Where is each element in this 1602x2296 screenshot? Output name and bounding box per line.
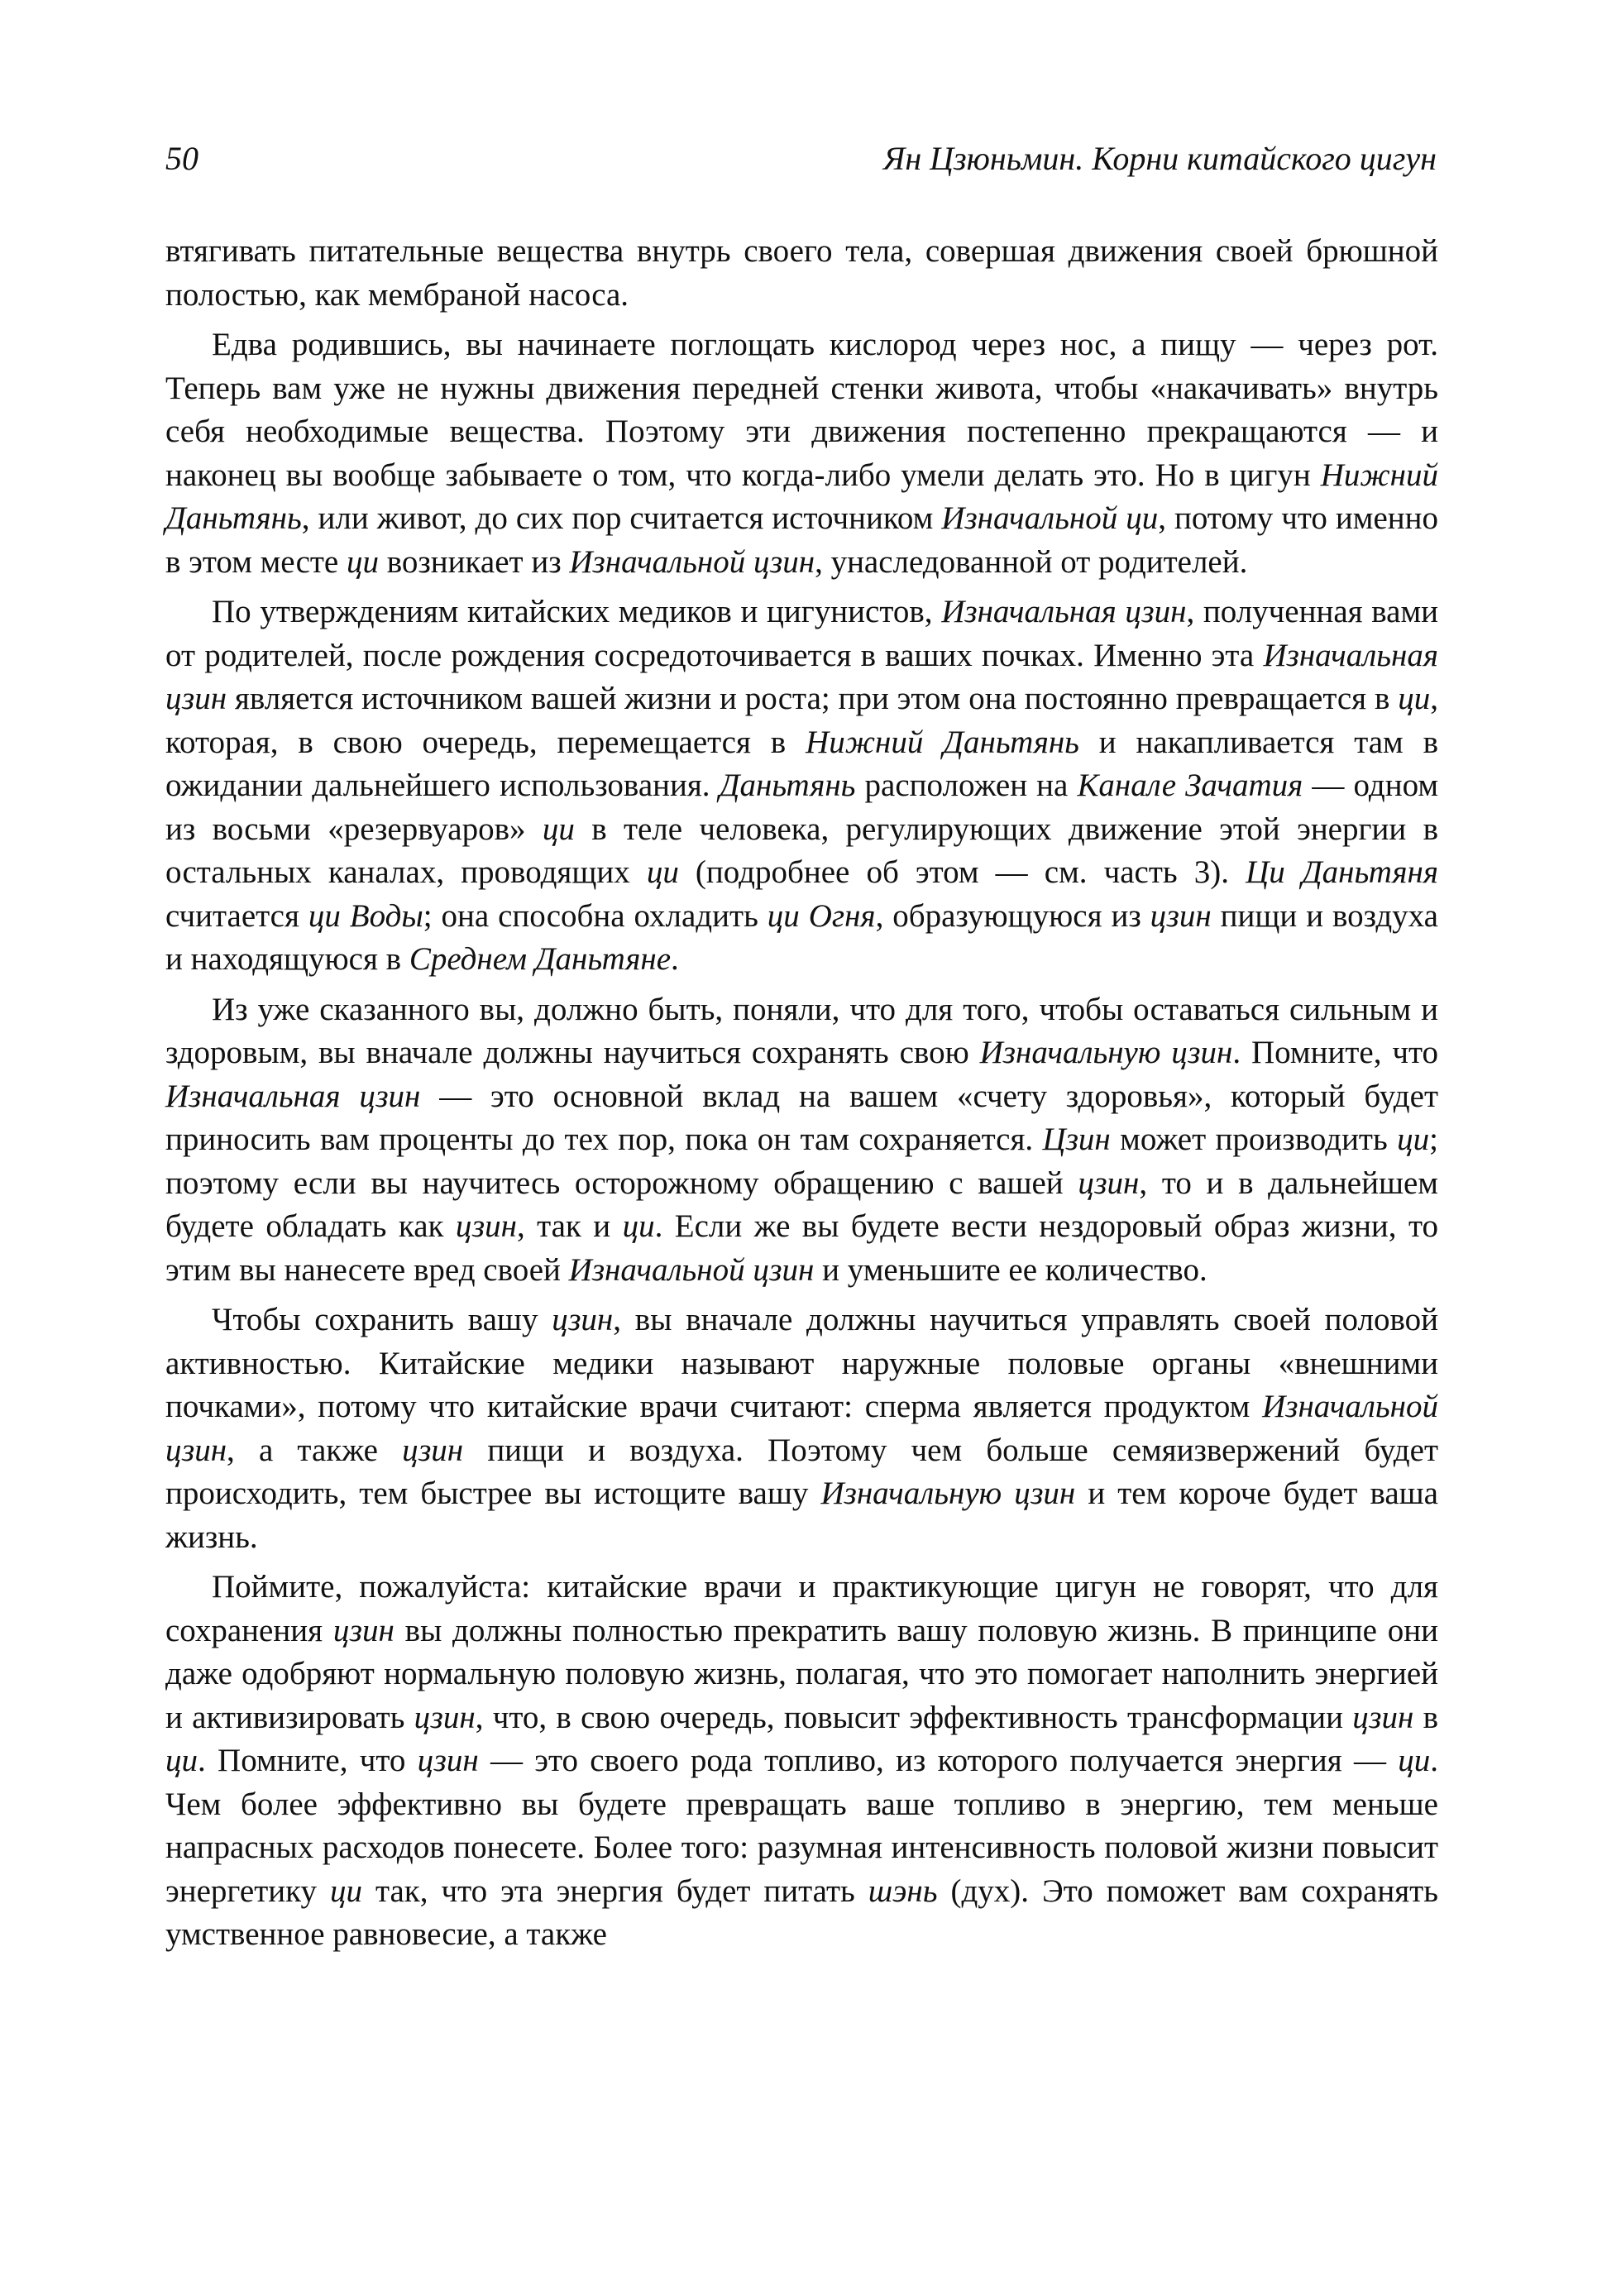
- text-run: (дух). Это поможет вам сохранять умственное равновесие, а также: [165, 1873, 1438, 1952]
- italic-term: цзин: [552, 1302, 614, 1337]
- text-run: является источником вашей жизни и роста; при этом она постоянно превращается в: [227, 681, 1399, 716]
- italic-term: Цзин: [1042, 1122, 1111, 1157]
- paragraph: [165, 1566, 1438, 1957]
- text-run: возникает из: [379, 543, 570, 580]
- italic-term: цзин: [1352, 1699, 1414, 1735]
- italic-term: Нижний Даньтянь: [806, 724, 1079, 760]
- paragraph: [165, 988, 1438, 1293]
- text-run: Из уже сказанного вы, должно быть, поняли, что для того, чтобы оставаться сильным и здоровым, вы вначале должны научиться сохранять свою: [165, 991, 1438, 1070]
- body-text: [165, 230, 1438, 1957]
- italic-term: ци: [1397, 1122, 1430, 1157]
- text-run: , так и: [516, 1208, 623, 1244]
- page-number: 50: [165, 140, 198, 177]
- text-run: . Если же вы будете вести нездоровый образ жизни, то этим вы нанесете вред своей: [165, 1208, 1439, 1288]
- page-header: [165, 139, 1437, 189]
- italic-term: Изначальная цзин: [165, 637, 1438, 716]
- text-run: так, что эта энергия будет питать: [362, 1873, 868, 1909]
- italic-term: ци: [542, 811, 575, 847]
- italic-term: Среднем Даньтяне: [409, 941, 672, 977]
- italic-term: ци: [347, 543, 379, 580]
- text-run: , потому что именно в этом месте: [165, 500, 1439, 580]
- text-run: , или живот, до сих пор считается источником: [301, 500, 942, 536]
- text-run: , образующуюся из: [875, 897, 1150, 934]
- text-run: пищи и воздуха. Поэтому чем больше семяизвержений будет происходить, тем быстрее вы истощите вашу: [165, 1432, 1438, 1511]
- text-run: и накапливается там в ожидании дальнейшего использования.: [165, 724, 1438, 803]
- text-run: Едва родившись, вы начинаете поглощать кислород через нос, а пищу — через рот. Теперь вам уже не нужны движения передней стенки живота, чтобы «накачивать» внутрь себя необходимые вещества. Поэтому эти движения постепенно прекращаются — и наконец вы вообще забываете о том, что когда-либо умели делать это. Но в цигун: [165, 327, 1438, 493]
- text-run: — одном из восьми «резервуаров»: [165, 768, 1439, 847]
- italic-term: цзин: [402, 1432, 464, 1468]
- italic-term: ци: [330, 1873, 362, 1909]
- text-run: (подробнее об этом — см. часть 3).: [678, 854, 1246, 890]
- paragraph: [165, 323, 1438, 584]
- text-run: Поймите, пожалуйста: китайские врачи и практикующие цигун не говорят, что для сохранения: [165, 1569, 1438, 1648]
- italic-term: Канале Зачатия: [1077, 768, 1303, 803]
- text-run: — это основной вклад на вашем «счету здоровья», который будет приносить вам проценты до тех пор, пока он там сохраняется.: [165, 1078, 1438, 1157]
- paragraph: [165, 230, 1438, 317]
- italic-term: ци: [646, 854, 679, 890]
- italic-term: Даньтянь: [719, 768, 856, 803]
- text-run: , вы вначале должны научиться управлять своей половой активностью. Китайские медики называют наружные половые органы «внешними почками», потому что китайские врачи считают: сперма является продуктом: [165, 1302, 1438, 1424]
- text-run: ; она способна охладить: [423, 897, 768, 934]
- italic-term: Изначальной ци: [941, 500, 1159, 536]
- italic-term: Изначальной цзин: [569, 543, 815, 580]
- italic-term: Изначальную цзин: [979, 1035, 1233, 1070]
- italic-term: ци: [165, 1743, 198, 1778]
- text-run: , полученная вами от родителей, после рождения сосредоточивается в ваших почках. Именно эта: [165, 594, 1438, 673]
- text-run: расположен на: [855, 768, 1078, 803]
- paragraph: [165, 591, 1438, 982]
- italic-term: цзин: [417, 1743, 479, 1778]
- italic-term: Изначальной цзин: [568, 1251, 815, 1288]
- text-run: . Помните, что: [1232, 1035, 1438, 1070]
- text-run: ; поэтому если вы научитесь осторожному обращению с вашей: [165, 1122, 1438, 1201]
- running-title: Ян Цзюньмин. Корни китайского цигун: [883, 140, 1437, 177]
- text-run: считается: [165, 897, 308, 934]
- text-run: и тем короче будет ваша жизнь.: [165, 1476, 1438, 1555]
- text-run: пищи и воздуха и находящуюся в: [165, 897, 1438, 977]
- text-run: . Чем более эффективно вы будете превращать ваше топливо в энергию, тем меньше напрасных расходов понесете. Более того: разумная интенсивность половой жизни повысит энергетику: [165, 1743, 1439, 1909]
- italic-term: шэнь: [868, 1873, 938, 1909]
- italic-term: Изначальная цзин: [165, 1078, 421, 1114]
- text-run: в теле человека, регулирующих движение этой энергии в остальных каналах, проводящих: [165, 811, 1438, 890]
- text-run: втягивать питательные вещества внутрь своего тела, совершая движения своей брюшной полостью, как мембраной насоса.: [165, 233, 1438, 313]
- italic-term: ци Воды: [308, 897, 423, 934]
- italic-term: цзин: [414, 1699, 476, 1735]
- italic-term: цзин: [332, 1612, 395, 1648]
- text-run: и уменьшите ее количество.: [814, 1251, 1207, 1288]
- italic-term: ци: [1398, 681, 1431, 716]
- text-run: .: [671, 941, 679, 977]
- text-run: вы должны полностью прекратить вашу половую жизнь. В принципе они даже одобряют нормальную половую жизнь, полагая, что это помогает наполнить энергией и активизировать: [165, 1612, 1438, 1735]
- italic-term: Изначальную цзин: [820, 1476, 1076, 1511]
- text-run: , что, в свою очередь, повысит эффективность трансформации: [475, 1699, 1353, 1735]
- italic-term: Изначальной цзин: [165, 1389, 1438, 1468]
- text-run: может производить: [1110, 1122, 1398, 1157]
- text-run: По утверждениям китайских медиков и цигунистов,: [212, 594, 942, 629]
- italic-term: Ци Даньтяня: [1246, 854, 1438, 890]
- italic-term: ци: [1398, 1743, 1431, 1778]
- italic-term: цзин: [455, 1208, 517, 1244]
- text-run: — это своего рода топливо, из которого получается энергия —: [478, 1743, 1399, 1778]
- text-run: , унаследованной от родителей.: [815, 543, 1248, 580]
- italic-term: Изначальная цзин: [941, 594, 1187, 629]
- italic-term: цзин: [1150, 897, 1212, 934]
- text-run: в: [1413, 1699, 1438, 1735]
- italic-term: Нижний Даньтянь: [165, 457, 1438, 536]
- text-run: . Помните, что: [198, 1743, 418, 1778]
- text-run: , а также: [227, 1432, 403, 1468]
- text-run: , которая, в свою очередь, перемещается в: [165, 681, 1438, 760]
- text-run: , то и в дальнейшем будете обладать как: [165, 1165, 1438, 1244]
- italic-term: цзин: [1078, 1165, 1140, 1201]
- paragraph: [165, 1299, 1438, 1559]
- italic-term: ци: [622, 1208, 655, 1244]
- italic-term: ци Огня: [767, 897, 876, 934]
- text-run: Чтобы сохранить вашу: [212, 1302, 552, 1337]
